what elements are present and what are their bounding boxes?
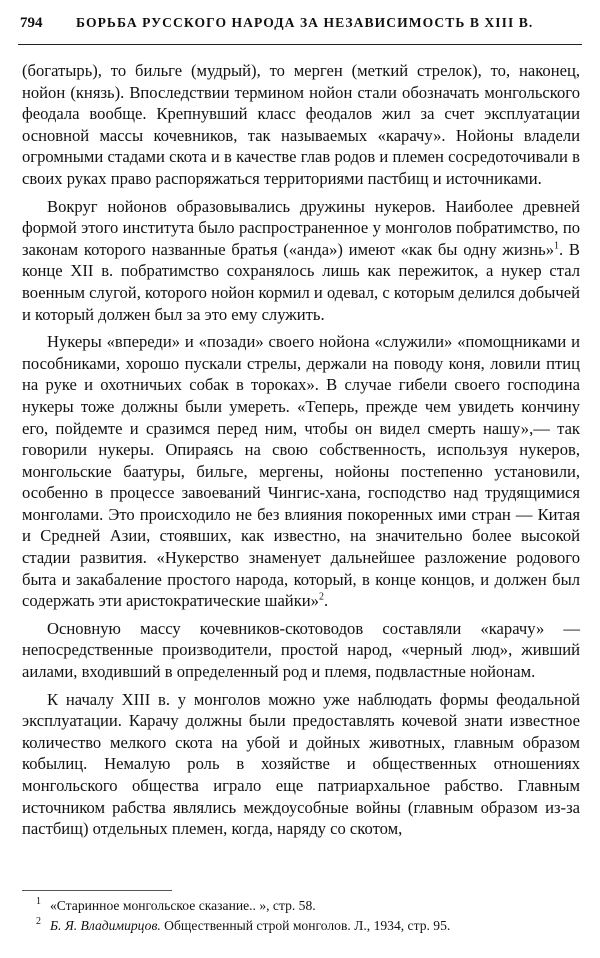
- page-header: [20, 12, 572, 40]
- paragraph: [22, 60, 580, 190]
- footnote: 2 Б. Я. Владимирцов. Общественный строй монголов. Л., 1934, стр. 95.: [36, 916, 451, 933]
- footnote: 1 «Старинное монгольское сказание.. », стр. 58.: [36, 896, 316, 913]
- paragraph-text: (богатырь), то бильге (мудрый), то мерген (меткий стрелок), то, наконец, нойон (князь). Впоследствии термином нойон стали обозначать монгольского феодала вообще. Крепнувший класс феодалов жил за счет эксплуатации основной массы кочевников, так называемых «карачу». Нойоны владели огромными стадами скота и в качестве глав родов и племен сосредоточивали в своих руках право распоряжаться территориями пастбищ и источниками.: [22, 61, 580, 188]
- footnote-marker: 1: [554, 240, 560, 252]
- page-number: 794: [20, 15, 43, 31]
- header-rule: [18, 44, 582, 45]
- paragraph-text: Вокруг нойонов образовывались дружины нукеров. Наиболее древней формой этого института было распространенное у монголов побратимство, по законам которого названные братья («анда») имеют «как бы одну жизнь»: [22, 196, 580, 259]
- paragraph-text-continued: . В конце XII в. побратимство сохранялось лишь как пережиток, а нукер стал военным слугой, которого нойон кормил и одевал, с которым делился добычей и который должен был за это ему служить.: [22, 239, 580, 324]
- footnote-marker: 2: [318, 591, 324, 603]
- footnotes: [36, 896, 586, 936]
- footnote-text: «Старинное монгольское сказание.. », стр. 58.: [50, 898, 316, 913]
- paragraph: [22, 618, 580, 683]
- paragraph-text-continued: .: [323, 591, 329, 611]
- paragraph: [22, 689, 580, 840]
- paragraph: [22, 196, 580, 326]
- footnote-text: Общественный строй монголов. Л., 1934, стр. 95.: [160, 918, 451, 933]
- paragraph-text: Основную массу кочевников-скотоводов составляли «карачу» — непосредственные производители, простой народ, «черный люд», живший аилами, входивший в определенный род и племя, подвластные нойонам.: [22, 618, 580, 682]
- footnote-rule: [22, 890, 172, 891]
- running-head: БОРЬБА РУССКОГО НАРОДА ЗА НЕЗАВИСИМОСТЬ В XIII В.: [76, 15, 534, 30]
- footnote-author: Б. Я. Владимирцов.: [50, 918, 161, 933]
- paragraph: [22, 331, 580, 612]
- body-text: [22, 60, 580, 840]
- paragraph-text: Нукеры «впереди» и «позади» своего нойона «служили» «помощниками и пособниками, хорошо пускали стрелы, держали на поводу коня, ловили птиц на руке и охотничьих собак в тороках». В случае гибели своего господина нукеры тоже должны были умереть. «Теперь, прежде чем увидеть кончину его, пойдемте и сразимся перед ним, чтобы он видел смерть нашу»,— так говорили нукеры. Опираясь на свою собственность, используя нукеров, монгольские баатуры, бильге, мергены, нойоны постепенно установили, особенно в процессе завоеваний Чингис-хана, господство над трудящимися монголами. Это происходило не без влияния покоренных ими стран — Китая и Средней Азии, стоявших, как известно, на значительно более высокой стадии развития. «Нукерство знаменует дальнейшее разложение родового быта и закабаление простого народа, который, в конце концов, и должен был содержать эти аристократические шайки»: [22, 332, 580, 611]
- paragraph-text: К началу XIII в. у монголов можно уже наблюдать формы феодальной эксплуатации. Карачу должны были предоставлять кочевой знати известное количество мелкого скота на убой и дойных животных, главным образом кобылиц. Немалую роль в хозяйстве и общественных отношениях монгольского общества играло еще патриархальное рабство. Главным источником рабства являлись междоусобные войны (главным образом из-за пастбищ) отдельных племен, когда, наряду со скотом,: [22, 689, 580, 839]
